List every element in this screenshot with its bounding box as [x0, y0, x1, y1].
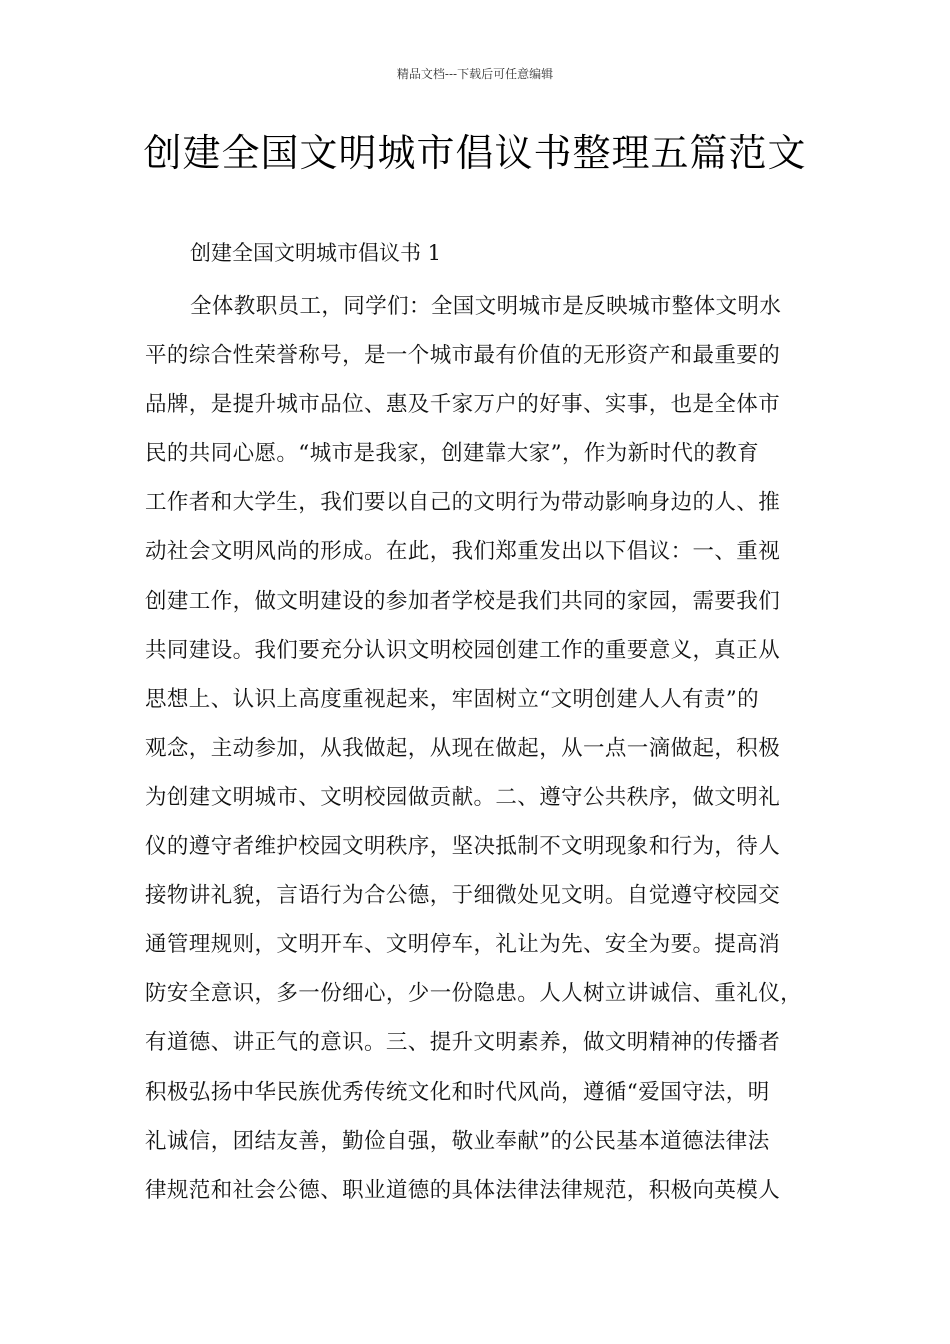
- text-line: 民的共同心愿。“城市是我家，创建靠大家”，作为新时代的教育: [145, 441, 760, 467]
- text-line: 通管理规则，文明开车、文明停车，礼让为先、安全为要。提高消: [145, 932, 781, 958]
- text-line: 平的综合性荣誉称号，是一个城市最有价值的无形资产和最重要的: [145, 343, 781, 369]
- text-line: 有道德、讲正气的意识。三、提升文明素养，做文明精神的传播者: [145, 1030, 781, 1056]
- text-line: 共同建设。我们要充分认识文明校园创建工作的重要意义，真正从: [145, 637, 781, 663]
- text-line: 接物讲礼貌，言语行为合公德，于细微处见文明。自觉遵守校园交: [145, 883, 781, 909]
- section-heading: 创建全国文明城市倡议书 1: [190, 241, 442, 265]
- text-line: 动社会文明风尚的形成。在此，我们郑重发出以下倡议：一、重视: [145, 539, 781, 565]
- text-line: 为创建文明城市、文明校园做贡献。二、遵守公共秩序，做文明礼: [145, 784, 781, 810]
- text-line: 工作者和大学生，我们要以自己的文明行为带动影响身边的人、推: [145, 490, 781, 516]
- document-title: 创建全国文明城市倡议书整理五篇范文: [143, 131, 807, 175]
- text-line: 观念，主动参加，从我做起，从现在做起，从一点一滴做起，积极: [145, 735, 781, 761]
- text-line: 仪的遵守者维护校园文明秩序，坚决抵制不文明现象和行为，待人: [145, 834, 781, 860]
- text-line: 品牌，是提升城市品位、惠及千家万户的好事、实事，也是全体市: [145, 392, 781, 418]
- text-line: 礼诚信，团结友善，勤俭自强，敬业奉献”的公民基本道德法律法: [145, 1128, 770, 1154]
- text-line: 创建工作，做文明建设的参加者学校是我们共同的家园，需要我们: [145, 588, 781, 614]
- text-line: 律规范和社会公德、职业道德的具体法律法律规范，积极向英模人: [145, 1177, 781, 1203]
- text-line: 全体教职员工，同学们：全国文明城市是反映城市整体文明水: [190, 294, 782, 319]
- body-text: [145, 292, 845, 1225]
- text-line: 防安全意识，多一份细心，少一份隐患。人人树立讲诚信、重礼仪，: [145, 981, 803, 1007]
- page-header: 精品文档---下载后可任意编辑: [396, 67, 554, 81]
- text-line: 思想上、认识上高度重视起来，牢固树立“文明创建人人有责”的: [145, 686, 760, 712]
- text-line: 积极弘扬中华民族优秀传统文化和时代风尚，遵循“爱国守法，明: [145, 1079, 770, 1105]
